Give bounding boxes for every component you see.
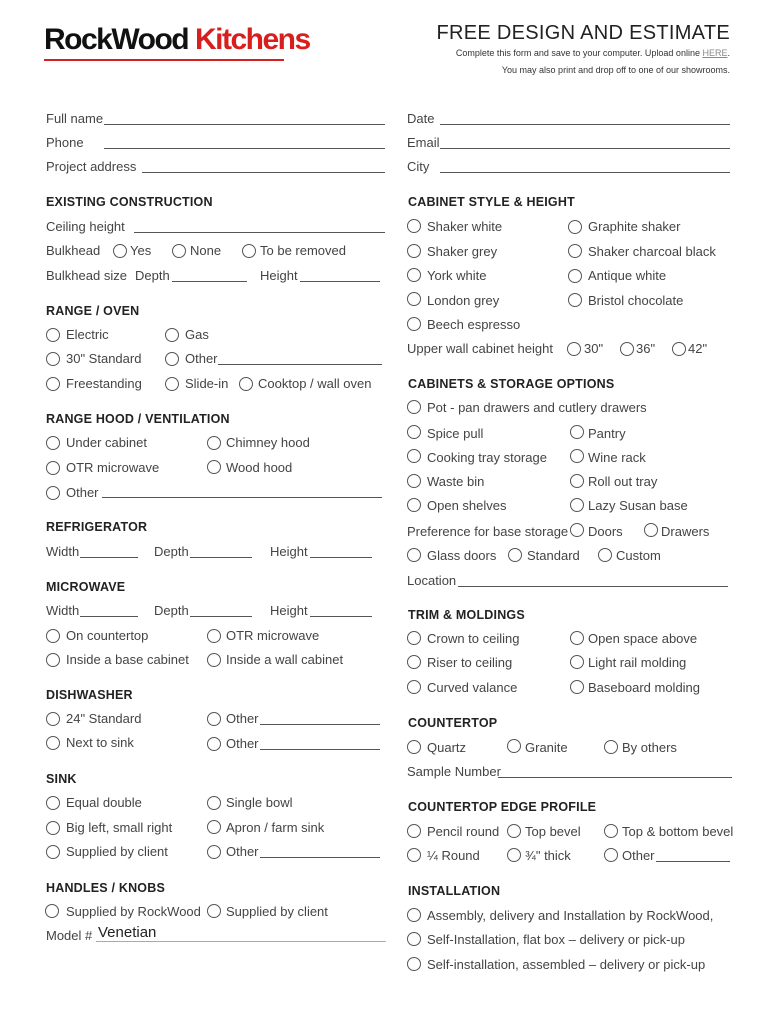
upper-42-label: 42" [688, 341, 708, 356]
three-quarter-label: ¾" thick [525, 848, 571, 863]
cabinet-style-heading: CABINET STYLE & HEIGHT [408, 195, 575, 209]
range-30-standard-label: 30" Standard [66, 351, 142, 366]
phone-field[interactable] [104, 148, 385, 149]
london-grey-radio[interactable] [407, 292, 421, 306]
bulkhead-yes-radio[interactable] [113, 244, 127, 258]
sink-apron-label: Apron / farm sink [226, 820, 325, 835]
instructions-line-1 [456, 48, 730, 58]
edge-other-label: Other [622, 848, 655, 863]
glass-doors-label: Glass doors [427, 548, 497, 563]
upper-36-label: 36" [636, 341, 656, 356]
curved-valance-label: Curved valance [427, 680, 518, 695]
bulkhead-depth-label: Depth [135, 268, 170, 283]
microwave-depth-label: Depth [154, 603, 189, 618]
date-field[interactable] [440, 124, 730, 125]
ceiling-height-field[interactable] [134, 232, 385, 233]
fridge-depth-label: Depth [154, 544, 189, 559]
hood-otr-label: OTR microwave [66, 460, 160, 475]
project-address-field[interactable] [142, 172, 385, 173]
range-freestanding-label: Freestanding [66, 376, 142, 391]
antique-white-label: Antique white [588, 268, 667, 283]
sink-other-field[interactable] [260, 857, 380, 858]
range-other-label: Other [185, 351, 218, 366]
quarter-round-radio[interactable] [407, 848, 421, 862]
upper-wall-height-label: Upper wall cabinet height [407, 341, 553, 356]
bulkhead-none-radio[interactable] [172, 244, 186, 258]
pref-doors-radio[interactable] [570, 523, 584, 537]
riser-radio[interactable] [407, 655, 421, 669]
light-rail-label: Light rail molding [588, 655, 687, 670]
hood-other-radio[interactable] [46, 486, 60, 500]
hood-under-cabinet-radio[interactable] [46, 436, 60, 450]
upload-here-link[interactable]: HERE [702, 48, 728, 58]
install-assembled-radio[interactable] [407, 957, 421, 971]
city-label: City [407, 159, 430, 174]
pencil-round-label: Pencil round [427, 824, 500, 839]
bulkhead-none-label: None [190, 243, 222, 258]
location-field[interactable] [458, 586, 728, 587]
open-space-label: Open space above [588, 631, 698, 646]
wine-rack-label: Wine rack [588, 450, 646, 465]
upper-36-radio[interactable] [620, 342, 634, 356]
graphite-shaker-label: Graphite shaker [588, 219, 681, 234]
refrigerator-heading: REFRIGERATOR [46, 520, 148, 534]
sink-client-radio[interactable] [46, 845, 60, 859]
ceiling-height-label: Ceiling height [46, 219, 125, 234]
sink-big-left-label: Big left, small right [66, 820, 173, 835]
london-grey-label: London grey [427, 293, 500, 308]
fridge-width-label: Width [46, 544, 80, 559]
by-others-radio[interactable] [604, 740, 618, 754]
range-electric-label: Electric [66, 327, 109, 342]
sample-number-field[interactable] [498, 777, 732, 778]
bulkhead-height-label: Height [260, 268, 298, 283]
range-gas-radio[interactable] [165, 328, 179, 342]
phone-label: Phone [46, 135, 84, 150]
logo-rockwood: RockWood [44, 23, 189, 56]
range-hood-heading: RANGE HOOD / VENTILATION [46, 412, 230, 426]
install-flat-radio[interactable] [407, 932, 421, 946]
pref-drawers-radio[interactable] [644, 523, 658, 537]
existing-construction-heading: EXISTING CONSTRUCTION [46, 195, 213, 209]
baseboard-label: Baseboard molding [588, 680, 701, 695]
logo [44, 24, 310, 56]
range-slide-in-label: Slide-in [185, 376, 229, 391]
range-freestanding-radio[interactable] [46, 377, 60, 391]
fridge-height-label: Height [270, 544, 308, 559]
hood-wood-label: Wood hood [226, 460, 293, 475]
instructions-line-2: You may also print and drop off to one of our showrooms. [501, 65, 730, 75]
fridge-depth-field[interactable] [190, 557, 252, 558]
handles-rockwood-radio[interactable] [45, 904, 59, 918]
dishwasher-24-label: 24" Standard [66, 711, 142, 726]
microwave-countertop-label: On countertop [66, 628, 149, 643]
roll-out-tray-radio[interactable] [570, 474, 584, 488]
wine-rack-radio[interactable] [570, 449, 584, 463]
pref-doors-label: Doors [588, 524, 623, 539]
range-oven-heading: RANGE / OVEN [46, 304, 140, 318]
pantry-label: Pantry [588, 426, 626, 441]
sample-number-label: Sample Number [407, 764, 501, 779]
lazy-susan-label: Lazy Susan base [588, 498, 688, 513]
handles-heading: HANDLES / KNOBS [46, 881, 165, 895]
three-quarter-radio[interactable] [507, 848, 521, 862]
hood-chimney-label: Chimney hood [226, 435, 310, 450]
granite-label: Granite [525, 740, 568, 755]
hood-wood-radio[interactable] [207, 460, 221, 474]
microwave-otr-radio[interactable] [207, 629, 221, 643]
beech-espresso-radio[interactable] [407, 317, 421, 331]
range-cooktop-label: Cooktop / wall oven [258, 376, 372, 391]
instructions-text: Complete this form and save to your computer. Upload online [455, 48, 703, 58]
microwave-countertop-radio[interactable] [46, 629, 60, 643]
edge-other-radio[interactable] [604, 848, 618, 862]
microwave-wall-cabinet-radio[interactable] [207, 653, 221, 667]
instructions-period: . [727, 48, 730, 58]
dishwasher-other-1-radio[interactable] [207, 712, 221, 726]
handles-rockwood-label: Supplied by RockWood [66, 904, 201, 919]
logo-kitchens: Kitchens [194, 23, 310, 56]
baseboard-radio[interactable] [570, 680, 584, 694]
bulkhead-remove-radio[interactable] [242, 244, 256, 258]
dishwasher-other-1-field[interactable] [260, 724, 380, 725]
glass-standard-radio[interactable] [508, 548, 522, 562]
installation-heading: INSTALLATION [408, 884, 501, 898]
pot-pan-radio[interactable] [407, 400, 421, 414]
edge-profile-heading: COUNTERTOP EDGE PROFILE [408, 800, 597, 814]
sink-single-bowl-radio[interactable] [207, 796, 221, 810]
antique-white-radio[interactable] [568, 269, 582, 283]
location-label: Location [407, 573, 457, 588]
range-electric-radio[interactable] [46, 328, 60, 342]
bristol-chocolate-radio[interactable] [568, 293, 582, 307]
project-address-label: Project address [46, 159, 137, 174]
handles-client-label: Supplied by client [226, 904, 328, 919]
base-storage-pref-label: Preference for base storage [407, 524, 569, 539]
city-field[interactable] [440, 172, 730, 173]
quartz-radio[interactable] [407, 740, 421, 754]
top-bevel-label: Top bevel [525, 824, 581, 839]
install-flat-label: Self-Installation, flat box – delivery or pick-up [427, 932, 685, 947]
top-bottom-bevel-label: Top & bottom bevel [622, 824, 734, 839]
dishwasher-next-sink-radio[interactable] [46, 736, 60, 750]
logo-underline [44, 59, 284, 61]
range-gas-label: Gas [185, 327, 209, 342]
dishwasher-other-2-label: Other [226, 736, 259, 751]
dishwasher-other-1-label: Other [226, 711, 259, 726]
sink-apron-radio[interactable] [207, 820, 221, 834]
range-other-field[interactable] [218, 364, 382, 365]
beech-espresso-label: Beech espresso [427, 317, 521, 332]
form-title: FREE DESIGN AND ESTIMATE [436, 22, 730, 44]
shaker-charcoal-label: Shaker charcoal black [588, 244, 716, 259]
bulkhead-label: Bulkhead [46, 243, 101, 258]
spice-pull-label: Spice pull [427, 426, 484, 441]
pref-drawers-label: Drawers [661, 524, 710, 539]
hood-other-label: Other [66, 485, 99, 500]
microwave-width-label: Width [46, 603, 80, 618]
cooking-tray-label: Cooking tray storage [427, 450, 547, 465]
sink-client-label: Supplied by client [66, 844, 168, 859]
shaker-grey-label: Shaker grey [427, 244, 498, 259]
shaker-white-label: Shaker white [427, 219, 503, 234]
shaker-charcoal-radio[interactable] [568, 244, 582, 258]
cooking-tray-radio[interactable] [407, 449, 421, 463]
handles-client-radio[interactable] [207, 904, 221, 918]
microwave-width-field[interactable] [80, 616, 138, 617]
trim-heading: TRIM & MOLDINGS [408, 608, 525, 622]
dishwasher-other-2-field[interactable] [260, 749, 380, 750]
storage-heading: CABINETS & STORAGE OPTIONS [408, 377, 615, 391]
dishwasher-next-sink-label: Next to sink [66, 735, 134, 750]
fridge-height-field[interactable] [310, 557, 372, 558]
email-label: Email [407, 135, 440, 150]
microwave-height-label: Height [270, 603, 308, 618]
bulkhead-remove-label: To be removed [260, 243, 346, 258]
crown-label: Crown to ceiling [427, 631, 520, 646]
sink-heading: SINK [46, 772, 77, 786]
riser-label: Riser to ceiling [427, 655, 513, 670]
quarter-round-label: ¼ Round [427, 848, 480, 863]
sink-other-radio[interactable] [207, 845, 221, 859]
glass-custom-radio[interactable] [598, 548, 612, 562]
pot-pan-label: Pot - pan drawers and cutlery drawers [427, 400, 647, 415]
sink-equal-double-radio[interactable] [46, 796, 60, 810]
upper-30-radio[interactable] [567, 342, 581, 356]
top-bottom-bevel-radio[interactable] [604, 824, 618, 838]
curved-valance-radio[interactable] [407, 680, 421, 694]
bulkhead-height-field[interactable] [300, 281, 380, 282]
microwave-wall-cabinet-label: Inside a wall cabinet [226, 652, 344, 667]
microwave-depth-field[interactable] [190, 616, 252, 617]
shaker-grey-radio[interactable] [407, 244, 421, 258]
model-field[interactable] [96, 941, 386, 942]
granite-radio[interactable] [507, 739, 521, 753]
email-field[interactable] [440, 148, 730, 149]
range-slide-in-radio[interactable] [165, 377, 179, 391]
roll-out-tray-label: Roll out tray [588, 474, 658, 489]
bristol-chocolate-label: Bristol chocolate [588, 293, 684, 308]
quartz-label: Quartz [427, 740, 467, 755]
open-shelves-radio[interactable] [407, 498, 421, 512]
model-value: Venetian [98, 924, 157, 941]
york-white-label: York white [427, 268, 487, 283]
glass-standard-label: Standard [527, 548, 580, 563]
crown-radio[interactable] [407, 631, 421, 645]
open-space-radio[interactable] [570, 631, 584, 645]
fridge-width-field[interactable] [80, 557, 138, 558]
top-bevel-radio[interactable] [507, 824, 521, 838]
york-white-radio[interactable] [407, 268, 421, 282]
sink-other-label: Other [226, 844, 259, 859]
date-label: Date [407, 111, 435, 126]
hood-under-cabinet-label: Under cabinet [66, 435, 147, 450]
microwave-otr-label: OTR microwave [226, 628, 320, 643]
bulkhead-yes-label: Yes [130, 243, 152, 258]
hood-otr-radio[interactable] [46, 461, 60, 475]
microwave-base-cabinet-radio[interactable] [46, 653, 60, 667]
graphite-shaker-radio[interactable] [568, 220, 582, 234]
open-shelves-label: Open shelves [427, 498, 507, 513]
sink-single-bowl-label: Single bowl [226, 795, 293, 810]
waste-bin-radio[interactable] [407, 474, 421, 488]
full-name-field[interactable] [104, 124, 385, 125]
range-other-radio[interactable] [165, 352, 179, 366]
countertop-heading: COUNTERTOP [408, 716, 498, 730]
range-30-standard-radio[interactable] [46, 352, 60, 366]
pencil-round-radio[interactable] [407, 824, 421, 838]
pantry-radio[interactable] [570, 425, 584, 439]
microwave-base-cabinet-label: Inside a base cabinet [66, 652, 189, 667]
glass-custom-label: Custom [616, 548, 661, 563]
dishwasher-24-radio[interactable] [46, 712, 60, 726]
bulkhead-depth-field[interactable] [172, 281, 247, 282]
dishwasher-heading: DISHWASHER [46, 688, 133, 702]
model-label: Model # [46, 928, 93, 943]
full-name-label: Full name [46, 111, 104, 126]
edge-other-field[interactable] [656, 861, 730, 862]
by-others-label: By others [622, 740, 677, 755]
install-assembled-label: Self-installation, assembled – delivery or pick-up [427, 957, 706, 972]
microwave-height-field[interactable] [310, 616, 372, 617]
lazy-susan-radio[interactable] [570, 498, 584, 512]
range-cooktop-radio[interactable] [239, 377, 253, 391]
sink-equal-double-label: Equal double [66, 795, 142, 810]
microwave-heading: MICROWAVE [46, 580, 126, 594]
waste-bin-label: Waste bin [427, 474, 485, 489]
upper-30-label: 30" [584, 341, 604, 356]
sink-big-left-radio[interactable] [46, 821, 60, 835]
glass-doors-radio[interactable] [407, 548, 421, 562]
hood-chimney-radio[interactable] [207, 436, 221, 450]
install-rockwood-radio[interactable] [407, 908, 421, 922]
light-rail-radio[interactable] [570, 655, 584, 669]
bulkhead-size-label: Bulkhead size [46, 268, 127, 283]
upper-42-radio[interactable] [672, 342, 686, 356]
install-rockwood-label: Assembly, delivery and Installation by RockWood, [427, 908, 714, 923]
hood-other-field[interactable] [102, 497, 382, 498]
spice-pull-radio[interactable] [407, 425, 421, 439]
dishwasher-other-2-radio[interactable] [207, 737, 221, 751]
shaker-white-radio[interactable] [407, 219, 421, 233]
